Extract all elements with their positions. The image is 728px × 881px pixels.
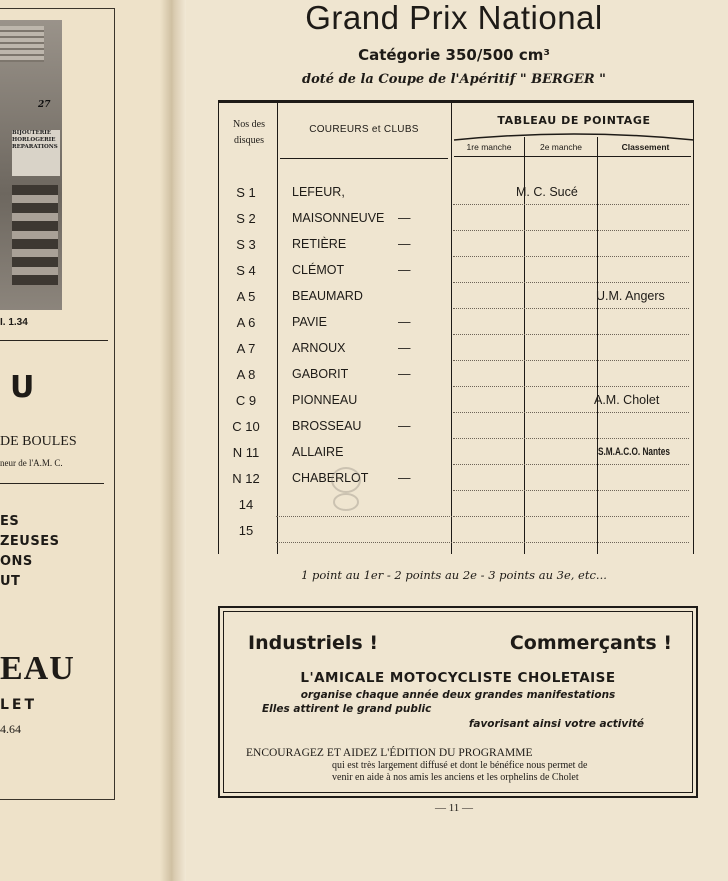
score-dotted-line [453,542,689,543]
col-header-classement: Classement [621,142,670,152]
rider-club: — [398,263,411,277]
ad-qui-line: qui est très largement diffusé et dont le bénéfice nous permet de [332,760,588,771]
library-stamp-icon [325,462,367,514]
left-honneur: neur de l'A.M. C. [0,458,63,468]
col-header-riders: COUREURS et CLUBS [309,124,419,135]
rider-club: — [398,211,411,225]
rider-name: ALLAIRE [292,445,344,459]
score-dotted-line [453,438,689,439]
score-dotted-line [453,308,689,309]
rider-club: — [398,471,411,485]
score-dotted-line [453,230,689,231]
ad-association: L'AMICALE MOTOCYCLISTE CHOLETAISE [300,670,616,686]
score-dotted-line [453,360,689,361]
ad-industriels: Industriels ! [248,632,378,654]
shop-sign [12,130,60,176]
score-dotted-line [453,334,689,335]
table-row [220,442,692,468]
col-header-numbers-line2: disques [234,135,264,146]
table-row [220,286,692,312]
rider-name: RETIÈRE [292,237,347,251]
disc-number: A 8 [236,367,256,382]
col-header-numbers-line1: Nos des [233,119,265,130]
table-row [220,520,692,546]
left-boules: DE BOULES [0,434,77,449]
rider-club: M. C. Sucé [516,185,578,199]
disc-number: 15 [238,523,254,538]
score-dotted-line [453,256,689,257]
rider-name: BEAUMARD [292,289,363,303]
table-row [220,364,692,390]
disc-number: A 7 [236,341,256,356]
rider-name: LEFEUR, [292,185,345,199]
score-dotted-line [453,282,689,283]
blank-entry-line [276,542,452,543]
rider-club: — [398,341,411,355]
blank-entry-line [276,516,452,517]
disc-number: A 5 [236,289,256,304]
left-big-letter: U [10,370,35,405]
score-dotted-line [453,386,689,387]
shop-sign-line: HORLOGERIE [12,137,56,143]
rider-name: CHABERLOT [292,471,369,485]
book-gutter [160,0,186,881]
disc-number: S 3 [236,237,256,252]
disc-number: 14 [238,497,254,512]
table-row [220,468,692,494]
ad-commercants: Commerçants ! [509,632,672,654]
disc-number: C 10 [232,419,260,434]
left-list-item: ZEUSES [0,534,60,549]
score-dotted-line [453,412,689,413]
rider-club: S.M.A.C.O. Nantes [598,446,670,458]
ad-favorisant: favorisant ainsi votre activité [468,718,644,730]
left-list-item: ONS [0,554,33,569]
rider-name: PAVIE [292,315,327,329]
page-number: — 11 — [434,802,474,814]
table-top-rule [218,100,694,103]
left-page [0,0,172,881]
col-header-scoring: TABLEAU DE POINTAGE [497,114,651,127]
left-let: LET [0,697,38,713]
shop-sign-line: BIJOUTERIE [12,130,52,136]
ad-qui-line: venir en aide à nos amis les anciens et les orphelins de Cholet [332,771,579,783]
col-header-manche1: 1re manche [466,142,512,152]
ad-attirent: Elles attirent le grand public [262,703,432,715]
ad-encouragez: ENCOURAGEZ ET AIDEZ L'ÉDITION DU PROGRAMME [246,747,533,759]
table-row [220,182,692,208]
score-dotted-line [453,490,689,491]
rider-club: — [398,315,411,329]
col-header-manche2: 2e manche [539,142,583,152]
disc-number: N 11 [232,445,260,460]
rider-club: — [398,237,411,251]
ad-qui [332,760,587,783]
left-eau: EAU [0,650,75,687]
table-row [220,208,692,234]
disc-number: C 9 [235,393,257,408]
rider-club: — [398,367,411,381]
disc-number: S 2 [236,211,256,226]
left-list [0,512,59,592]
photo-caption: I. 1.34 [0,317,28,328]
table-row [220,390,692,416]
shop-photo [0,20,62,310]
shop-sign-line: REPARATIONS [12,144,58,150]
score-dotted-line [453,516,689,517]
table-row [220,234,692,260]
disc-number: A 6 [236,315,256,330]
rider-name: CLÉMOT [292,263,345,277]
rider-club: A.M. Cholet [594,393,660,407]
rider-club: — [398,419,411,433]
category-subtitle: Catégorie 350/500 cm³ [358,46,550,64]
header-rule [454,156,691,157]
rider-name: PIONNEAU [292,393,358,407]
page-title: Grand Prix National [305,0,603,36]
left-rule [0,483,104,484]
score-dotted-line [453,204,689,205]
disc-number: S 1 [236,185,256,200]
table-row [220,416,692,442]
scoring-legend: 1 point au 1er - 2 points au 2e - 3 points au 3e, etc... [301,568,607,582]
header-brace [452,124,696,142]
dedication: doté de la Coupe de l'Apéritif " BERGER " [302,72,606,87]
shop-window [12,185,58,285]
table-border-left [218,102,219,554]
left-rule [0,340,108,341]
header-rule [280,158,448,159]
rider-name: MAISONNEUVE [292,211,385,225]
ad-organise: organise chaque année deux grandes manifestations [300,689,616,701]
disc-number: S 4 [236,263,256,278]
table-row [220,260,692,286]
disc-number: N 12 [232,471,260,486]
table-border-right [693,102,694,554]
rider-club: U.M. Angers [596,289,665,303]
shop-blind [0,26,44,62]
table-row [220,338,692,364]
shop-number: 27 [38,100,51,110]
table-row [220,312,692,338]
rider-name: GABORIT [292,367,349,381]
score-dotted-line [453,464,689,465]
table-row [220,494,692,520]
rider-name: BROSSEAU [292,419,362,433]
rider-name: ARNOUX [292,341,346,355]
col-header-numbers [222,117,276,149]
ad-box [218,606,698,798]
left-list-item: UT [0,574,21,589]
ad-box-inner [223,611,693,793]
left-list-item: ES [0,514,20,529]
left-tel: 4.64 [0,722,21,736]
